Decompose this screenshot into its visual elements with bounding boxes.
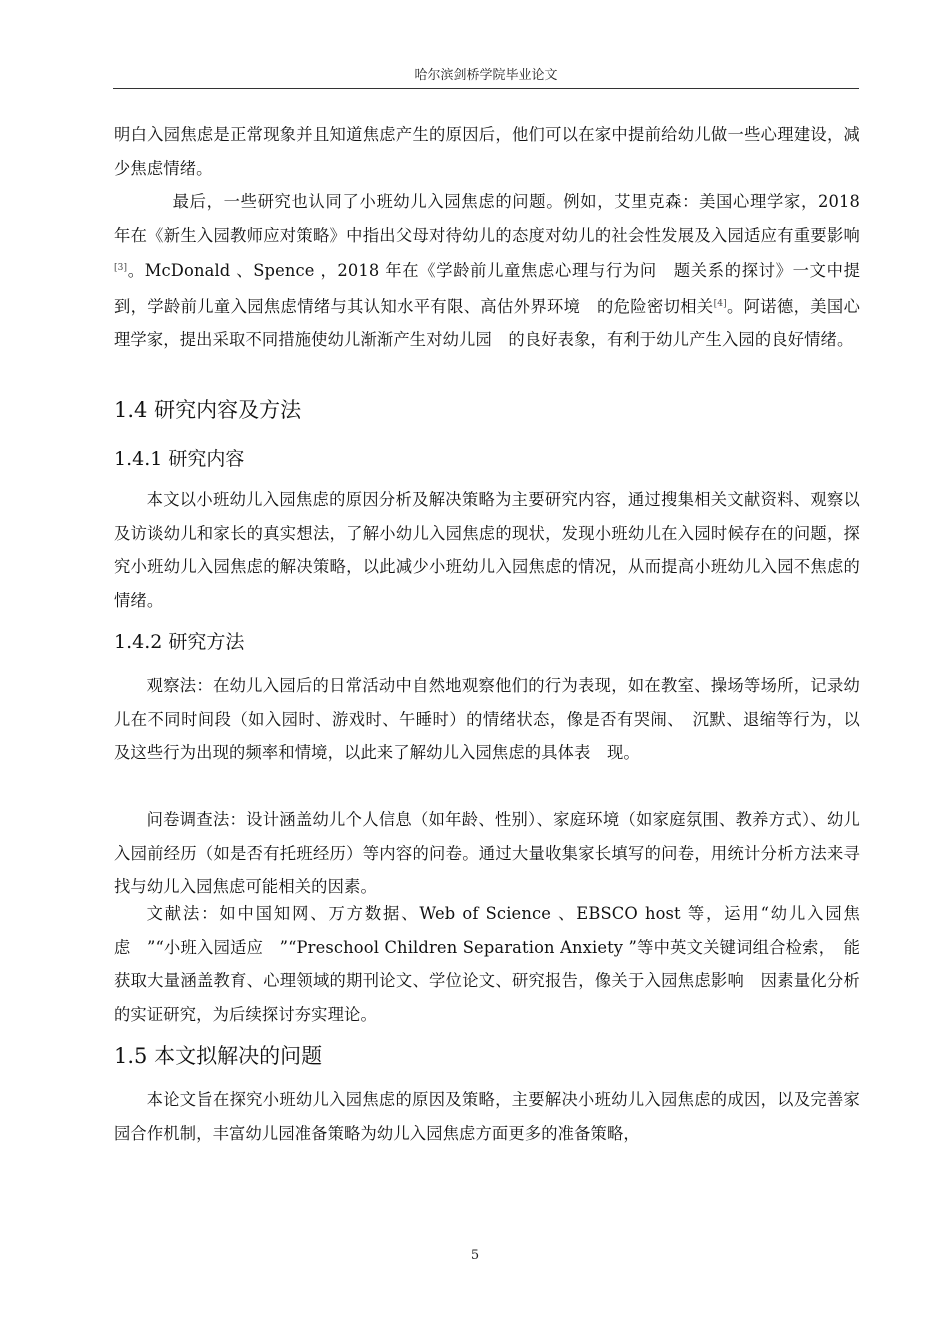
paragraph-literature-method: 文献法：如中国知网、万方数据、Web of Science 、EBSCO host 等，运用“幼儿入园焦虑 ”“小班入园适应 ”“Preschool Children Separation Anxiety ”等中英文关键词组合检索， 能获取大量涵盖教育、心理领域的期刊论文、学位论文、研究报告，像关于入园焦虑影响 因素量化分析的实证研究，为后续探讨夯实理论。 bbox=[114, 904, 860, 1024]
citation-ref: [3] bbox=[114, 263, 128, 273]
paragraph-problems: 本论文旨在探究小班幼儿入园焦虑的原因及策略，主要解决小班幼儿入园焦虑的成因，以及完善家园合作机制，丰富幼儿园准备策略为幼儿入园焦虑方面更多的准备策略， bbox=[114, 1090, 860, 1143]
header-divider bbox=[113, 88, 859, 89]
page-number: 5 bbox=[470, 1248, 480, 1263]
section-heading-1-4-2: 1.4.2 研究方法 bbox=[114, 631, 245, 653]
paragraph-text: 最后，一些研究也认同了小班幼儿入园焦虑的问题。例如，艾里克森：美国心理学家，2018 年在《新生入园教师应对策略》中指出父母对待幼儿的态度对幼儿的社会性发展及入园适应有重要影响 bbox=[114, 192, 860, 245]
paragraph-observation-method: 观察法：在幼儿入园后的日常活动中自然地观察他们的行为表现，如在教室、操场等场所，记录幼儿在不同时间段（如入园时、游戏时、午睡时）的情绪状态，像是否有哭闹、 沉默、退缩等行为，以及这些行为出现的频率和情境，以此来了解幼儿入园焦虑的具体表 现。 bbox=[114, 676, 860, 762]
citation-ref: [4] bbox=[713, 298, 727, 309]
paragraph-continuation: 明白入园焦虑是正常现象并且知道焦虑产生的原因后，他们可以在家中提前给幼儿做一些心理建设，减少焦虑情绪。 bbox=[114, 125, 860, 178]
paragraph-literature-review bbox=[114, 185, 860, 357]
section-heading-1-4-1: 1.4.1 研究内容 bbox=[114, 448, 245, 470]
paragraph-questionnaire-method: 问卷调查法：设计涵盖幼儿个人信息（如年龄、性别）、家庭环境（如家庭氛围、教养方式）、幼儿入园前经历（如是否有托班经历）等内容的问卷。通过大量收集家长填写的问卷，用统计分析方法来寻找与幼儿入园焦虑可能相关的因素。 bbox=[114, 810, 860, 896]
paragraph-text: 。McDonald 、Spence ，2018 年在《学龄前儿童焦虑心理与行为问 题关系的探讨》一文中提到，学龄前儿童入园焦虑情绪与其认知水平有限、高估外界环境 的危险密切相关 bbox=[114, 261, 860, 316]
running-header: 哈尔滨剑桥学院毕业论文 bbox=[414, 68, 558, 83]
paragraph-text: 。阿诺德，美国心理学家，提出采取不同措施使幼儿渐渐产生对幼儿园 的良好表象，有利于幼儿产生入园的良好情绪。 bbox=[114, 296, 861, 349]
section-heading-1-4: 1.4 研究内容及方法 bbox=[114, 398, 302, 422]
paragraph-research-content: 本文以小班幼儿入园焦虑的原因分析及解决策略为主要研究内容，通过搜集相关文献资料、观察以及访谈幼儿和家长的真实想法，了解小幼儿入园焦虑的现状，发现小班幼儿在入园时候存在的问题，探究小班幼儿入园焦虑的解决策略，以此减少小班幼儿入园焦虑的情况，从而提高小班幼儿入园不焦虑的情绪。 bbox=[114, 490, 860, 610]
section-heading-1-5: 1.5 本文拟解决的问题 bbox=[114, 1044, 323, 1068]
